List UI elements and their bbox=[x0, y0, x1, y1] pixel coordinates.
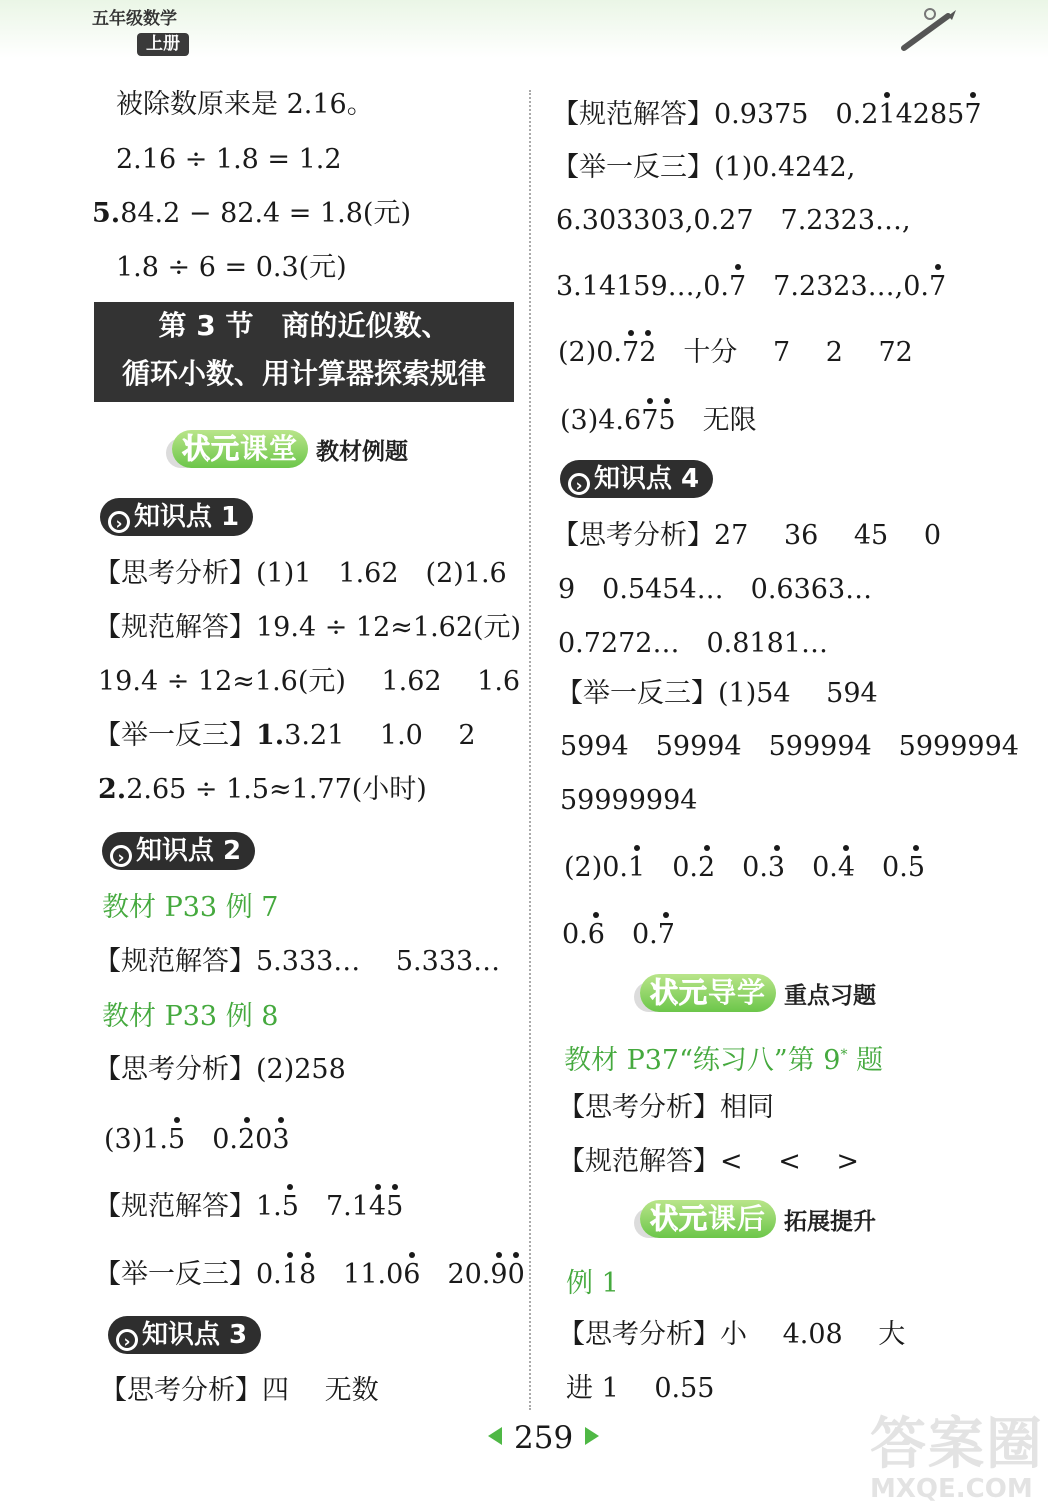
recurring-decimal-line: (2)0.1 0.2 0.3 0.4 0.5 bbox=[564, 852, 926, 883]
text-line: 被除数原来是 2.16。 bbox=[116, 89, 374, 120]
text-line: 【思考分析】(1)1 1.62 (2)1.6 bbox=[94, 558, 507, 589]
text-line: 5994 59994 599994 5999994 bbox=[560, 731, 1019, 762]
text-line: 【规范解答】5.333… 5.333… bbox=[94, 946, 501, 977]
text-line: 2.16 ÷ 1.8 = 1.2 bbox=[116, 144, 342, 175]
text-line: 【思考分析】小 4.08 大 bbox=[558, 1319, 906, 1350]
banner-classroom: 状元课堂 教材例题 bbox=[172, 430, 408, 474]
text-line: 2.2.65 ÷ 1.5≈1.77(小时) bbox=[98, 774, 427, 805]
text-line: 【规范解答】< < > bbox=[558, 1146, 860, 1177]
triangle-left-icon bbox=[488, 1427, 502, 1445]
text-line: 【举一反三】1.3.21 1.0 2 bbox=[94, 720, 476, 751]
recurring-decimal-line: 【举一反三】0.18 11.06 20.90 bbox=[94, 1259, 525, 1290]
text-line: 【举一反三】(1)54 594 bbox=[556, 678, 878, 709]
banner-pill: 状元课后 bbox=[640, 1200, 776, 1238]
knowledge-point-badge: › 知识点 1 bbox=[100, 498, 253, 536]
text-line: 9 0.5454… 0.6363… bbox=[558, 574, 873, 605]
banner-after-class: 状元课后 拓展提升 bbox=[640, 1200, 876, 1244]
banner-pill: 状元导学 bbox=[640, 974, 776, 1012]
text-line: 6.303303,0.27 7.2323…, bbox=[556, 205, 911, 236]
recurring-decimal-line: 0.6 0.7 bbox=[562, 919, 675, 950]
recurring-decimal-line: 【规范解答】0.9375 0.2142857 bbox=[552, 99, 982, 130]
chevron-right-icon: › bbox=[108, 511, 130, 533]
page-number: 259 bbox=[488, 1420, 599, 1456]
knowledge-point-badge: › 知识点 3 bbox=[108, 1316, 261, 1354]
textbook-reference: 教材 P33 例 7 bbox=[102, 892, 279, 923]
header-grade: 五年级数学 bbox=[92, 9, 177, 29]
text-line: 【思考分析】27 36 45 0 bbox=[552, 520, 941, 551]
banner-guided-study: 状元导学 重点习题 bbox=[640, 974, 876, 1018]
banner-pill: 状元课堂 bbox=[172, 430, 308, 468]
column-divider bbox=[529, 90, 531, 1410]
text-line: 【思考分析】四 无数 bbox=[100, 1375, 379, 1406]
chevron-right-icon: › bbox=[116, 1329, 138, 1351]
recurring-decimal-line: (3)4.675 无限 bbox=[560, 405, 757, 436]
text-line: 【举一反三】(1)0.4242, bbox=[552, 152, 856, 183]
text-line: 进 1 0.55 bbox=[566, 1373, 715, 1404]
example-label: 例 1 bbox=[566, 1268, 619, 1299]
text-line: 0.7272… 0.8181… bbox=[558, 628, 828, 659]
text-line: 5.84.2 − 82.4 = 1.8(元) bbox=[92, 198, 412, 229]
recurring-decimal-line: 【规范解答】1.5 7.145 bbox=[94, 1191, 404, 1222]
recurring-decimal-line: 3.14159…,0.7 7.2323…,0.7 bbox=[556, 271, 947, 302]
knowledge-point-badge: › 知识点 2 bbox=[102, 832, 255, 870]
section-title: 第 3 节 商的近似数、 循环小数、用计算器探索规律 bbox=[94, 302, 514, 402]
text-line: 59999994 bbox=[560, 785, 698, 816]
knowledge-point-badge: › 知识点 4 bbox=[560, 460, 713, 498]
textbook-reference: 教材 P37“练习八”第 9* 题 bbox=[564, 1045, 884, 1076]
text-line: 19.4 ÷ 12≈1.6(元) 1.62 1.6 bbox=[98, 666, 521, 697]
text-line: 1.8 ÷ 6 = 0.3(元) bbox=[116, 252, 347, 283]
header-volume-badge: 上册 bbox=[137, 33, 189, 56]
triangle-right-icon bbox=[585, 1427, 599, 1445]
chevron-right-icon: › bbox=[568, 473, 590, 495]
recurring-decimal-line: (2)0.72 十分 7 2 72 bbox=[558, 337, 913, 368]
textbook-reference: 教材 P33 例 8 bbox=[102, 1001, 279, 1032]
text-line: 【规范解答】19.4 ÷ 12≈1.62(元) bbox=[94, 612, 522, 643]
text-line: 【思考分析】(2)258 bbox=[94, 1054, 346, 1085]
watermark: 答案圈 MXQE.COM bbox=[870, 1412, 1044, 1504]
pencil-decoration-icon bbox=[900, 6, 960, 56]
recurring-decimal-line: (3)1.5 0.203 bbox=[104, 1124, 290, 1155]
text-line: 【思考分析】相同 bbox=[558, 1092, 774, 1123]
chevron-right-icon: › bbox=[110, 845, 132, 867]
